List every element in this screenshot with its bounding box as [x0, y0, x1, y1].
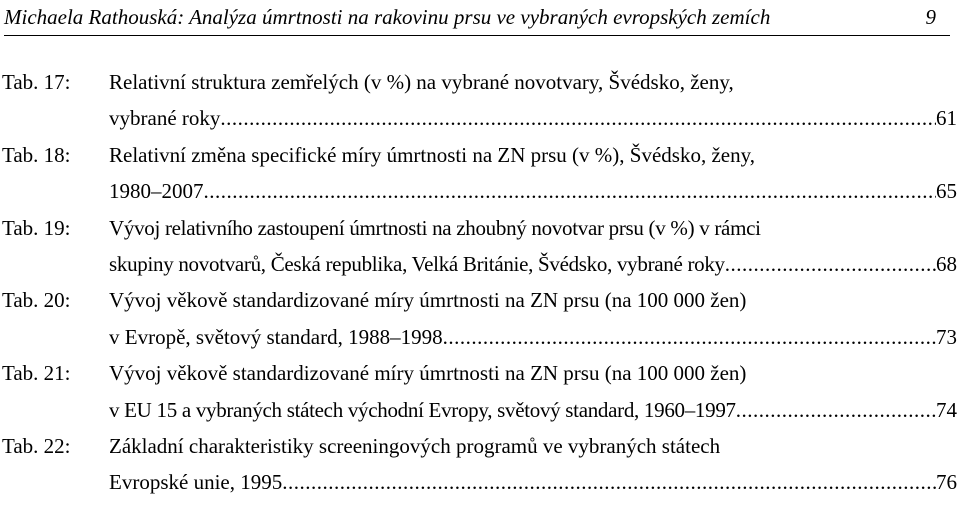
toc-entry-title: Vývoj relativního zastoupení úmrtnosti na zhoubný novotvar prsu (v %) v rámci — [109, 215, 761, 240]
toc-entry-tab-18[interactable] — [2, 137, 957, 210]
leader-dots — [204, 173, 937, 209]
toc-entry-tab-17[interactable] — [2, 64, 957, 137]
toc-entry-page: 74 — [936, 397, 957, 422]
toc-entry-title-cont: vybrané roky — [109, 106, 221, 131]
toc-entry-page: 61 — [936, 106, 957, 131]
toc-entry-tab-21[interactable] — [2, 355, 957, 428]
toc-entry-label: Tab. 17: — [2, 70, 71, 94]
leader-dots — [282, 464, 936, 500]
toc-entry-tab-19[interactable] — [2, 210, 957, 283]
toc-entry-page: 73 — [936, 324, 957, 349]
toc-entry-tab-20[interactable] — [2, 282, 957, 355]
toc-entry-title-cont: skupiny novotvarů, Česká republika, Velká Británie, Švédsko, vybrané roky — [109, 251, 725, 276]
header-rule — [4, 35, 950, 36]
leader-dots — [443, 319, 936, 355]
leader-dots — [725, 246, 936, 282]
toc-entry-title-cont: v Evropě, světový standard, 1988–1998 — [109, 324, 443, 349]
running-header — [4, 2, 950, 36]
toc-entry-title-cont: 1980–2007 — [109, 179, 204, 204]
toc-entry-page: 65 — [936, 179, 957, 204]
toc-entry-title: Relativní změna specifické míry úmrtnosti na ZN prsu (v %), Švédsko, ženy, — [109, 142, 755, 167]
toc-entry-title: Relativní struktura zemřelých (v %) na vybrané novotvary, Švédsko, ženy, — [109, 70, 734, 94]
leader-dots — [220, 100, 936, 136]
toc-entry-title-cont: v EU 15 a vybraných státech východní Evropy, světový standard, 1960–1997 — [109, 397, 736, 422]
toc-entry-page: 68 — [936, 251, 957, 276]
toc-entry-label: Tab. 18: — [2, 142, 71, 167]
list-of-tables — [2, 64, 957, 501]
toc-entry-title: Základní charakteristiky screeningových programů ve vybraných státech — [109, 433, 721, 458]
toc-entry-label: Tab. 19: — [2, 215, 71, 240]
toc-entry-label: Tab. 20: — [2, 288, 71, 313]
header-title: Michaela Rathouská: Analýza úmrtnosti na rakovinu prsu ve vybraných evropských zemích — [4, 5, 771, 29]
toc-entry-label: Tab. 21: — [2, 361, 71, 386]
toc-entry-tab-22[interactable] — [2, 428, 957, 501]
toc-entry-title: Vývoj věkově standardizované míry úmrtnosti na ZN prsu (na 100 000 žen) — [109, 288, 747, 313]
toc-entry-page: 76 — [936, 470, 957, 495]
leader-dots — [736, 392, 936, 428]
toc-entry-title-cont: Evropské unie, 1995 — [109, 470, 283, 495]
header-page-number: 9 — [925, 5, 936, 29]
toc-entry-label: Tab. 22: — [2, 433, 71, 458]
toc-entry-title: Vývoj věkově standardizované míry úmrtnosti na ZN prsu (na 100 000 žen) — [109, 361, 747, 386]
